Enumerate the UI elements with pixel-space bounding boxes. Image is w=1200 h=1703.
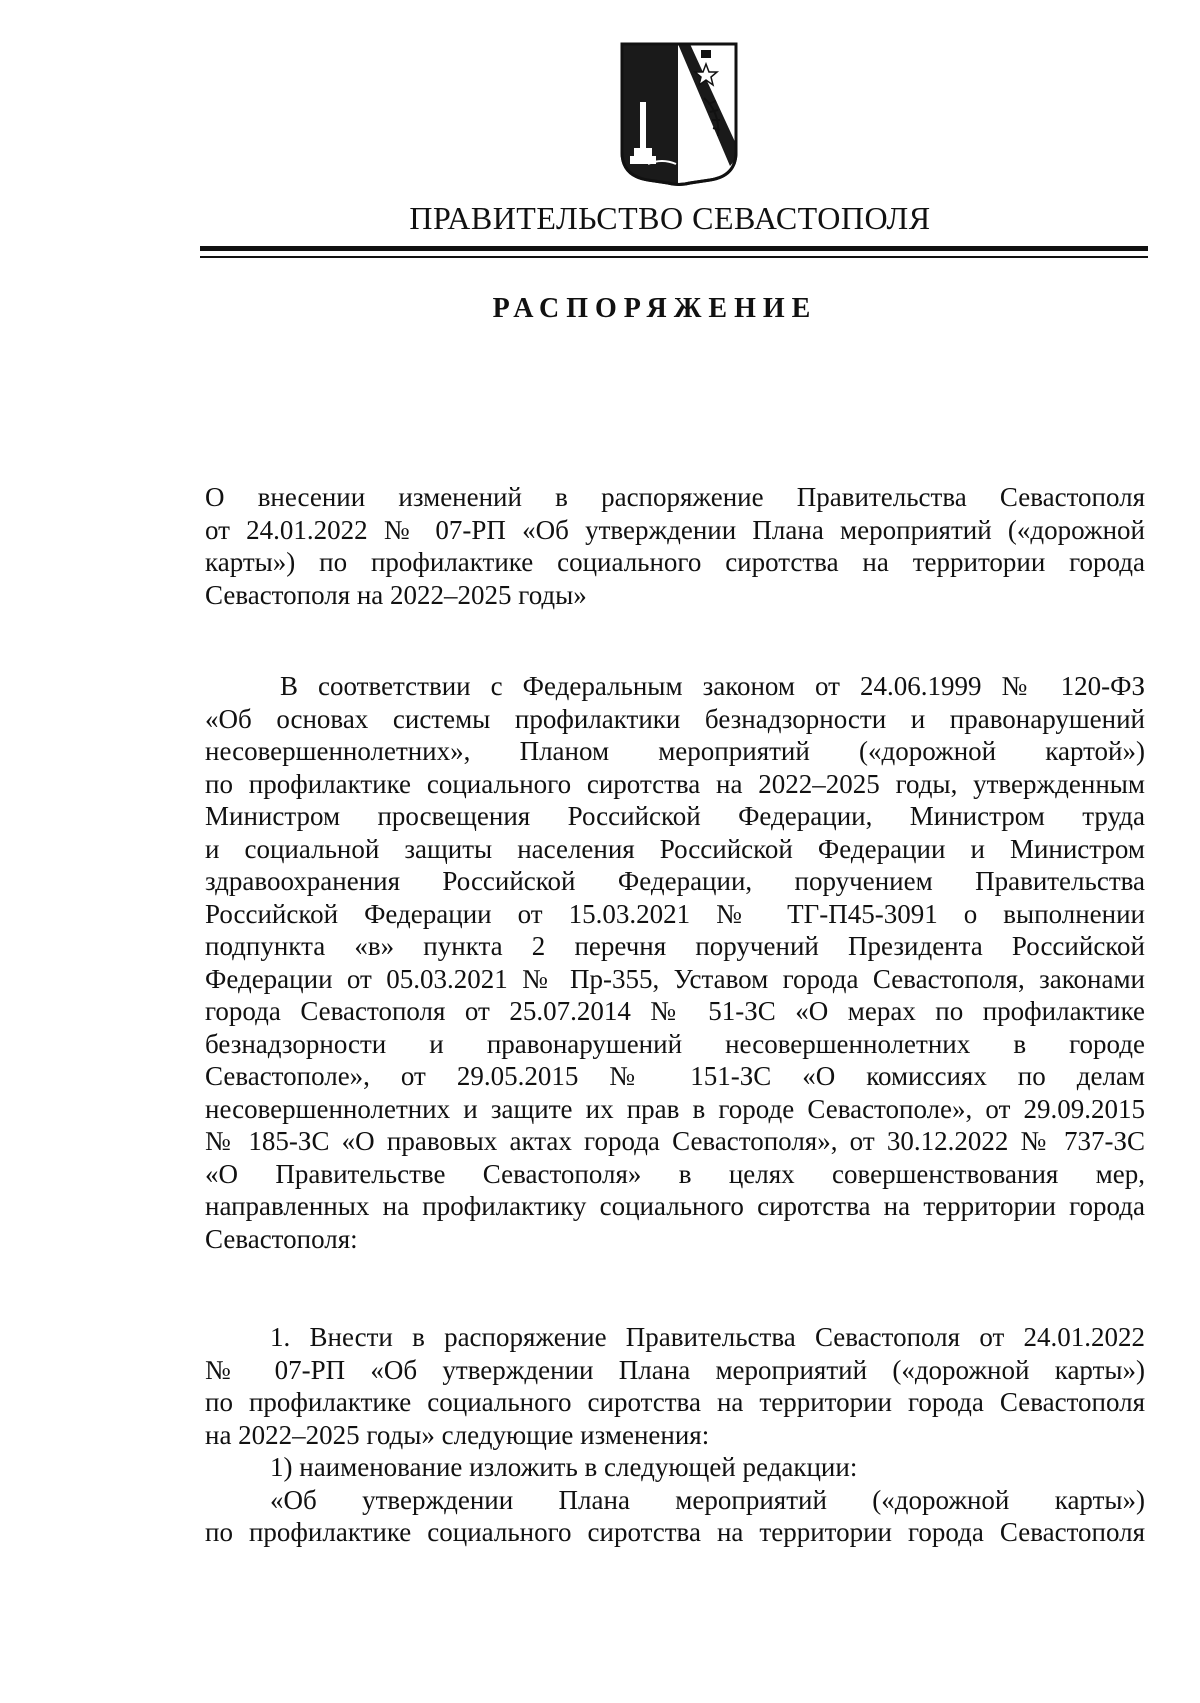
item-line: по профилактике социального сиротства на территории города Севастополя (205, 1517, 1145, 1547)
item-1-paragraph (205, 1321, 1145, 1549)
header-rule-thin (200, 256, 1148, 258)
preamble-line: подпункта «в» пункта 2 перечня поручений Президента Российской (205, 931, 1145, 961)
title-line: О внесении изменений в распоряжение Правительства Севастополя (205, 482, 1145, 512)
item-line: по профилактике социального сиротства на территории города Севастополя (205, 1387, 1145, 1417)
preamble-line: Севастополя: (205, 1223, 358, 1254)
title-line: карты») по профилактике социального сиротства на территории города (205, 547, 1145, 577)
preamble-paragraph (205, 670, 1145, 1255)
sevastopol-coat-of-arms-icon (618, 40, 740, 190)
document-title (205, 481, 1145, 611)
organization-name: ПРАВИТЕЛЬСТВО СЕВАСТОПОЛЯ (409, 200, 931, 236)
header-rule-thick (200, 246, 1148, 251)
preamble-line: несовершеннолетних», Планом мероприятий («дорожной картой») (205, 736, 1145, 766)
preamble-line: по профилактике социального сиротства на 2022–2025 годы, утвержденным (205, 768, 1145, 799)
preamble-line: № 185-ЗС «О правовых актах города Севастополя», от 30.12.2022 № 737-ЗС (205, 1126, 1145, 1156)
preamble-line: города Севастополя от 25.07.2014 № 51-ЗС «О мерах по профилактике (205, 996, 1145, 1026)
preamble-line: безнадзорности и правонарушений несовершеннолетних в городе (205, 1028, 1145, 1059)
preamble-line: В соответствии с Федеральным законом от 24.06.1999 № 120-ФЗ (280, 671, 1145, 701)
preamble-line: Севастополе», от 29.05.2015 № 151-ЗС «О комиссиях по делам (205, 1061, 1145, 1091)
item-line: «Об утверждении Плана мероприятий («дорожной карты») (270, 1484, 1145, 1515)
item-line: № 07-РП «Об утверждении Плана мероприятий («дорожной карты») (205, 1354, 1145, 1385)
item-line: 1) наименование изложить в следующей редакции: (270, 1452, 858, 1482)
title-line: от 24.01.2022 № 07-РП «Об утверждении Плана мероприятий («дорожной (205, 514, 1145, 545)
preamble-line: и социальной защиты населения Российской Федерации и Министром (205, 833, 1145, 864)
preamble-line: Федерации от 05.03.2021 № Пр-355, Уставом города Севастополя, законами (205, 963, 1145, 994)
preamble-line: «О Правительстве Севастополя» в целях совершенствования мер, (205, 1158, 1145, 1189)
preamble-line: Российской Федерации от 15.03.2021 № ТГ-П45-3091 о выполнении (205, 898, 1145, 929)
item-line: на 2022–2025 годы» следующие изменения: (205, 1419, 710, 1450)
title-line: Севастополя на 2022–2025 годы» (205, 579, 587, 610)
preamble-line: «Об основах системы профилактики безнадзорности и правонарушений (205, 703, 1145, 734)
preamble-line: Министром просвещения Российской Федерации, Министром труда (205, 801, 1145, 831)
preamble-line: несовершеннолетних и защите их прав в городе Севастополе», от 29.09.2015 (205, 1093, 1145, 1124)
preamble-line: здравоохранения Российской Федерации, поручением Правительства (205, 866, 1145, 896)
preamble-line: направленных на профилактику социального сиротства на территории города (205, 1191, 1145, 1221)
item-line: 1. Внести в распоряжение Правительства Севастополя от 24.01.2022 (270, 1322, 1145, 1352)
document-type: РАСПОРЯЖЕНИЕ (492, 293, 818, 324)
